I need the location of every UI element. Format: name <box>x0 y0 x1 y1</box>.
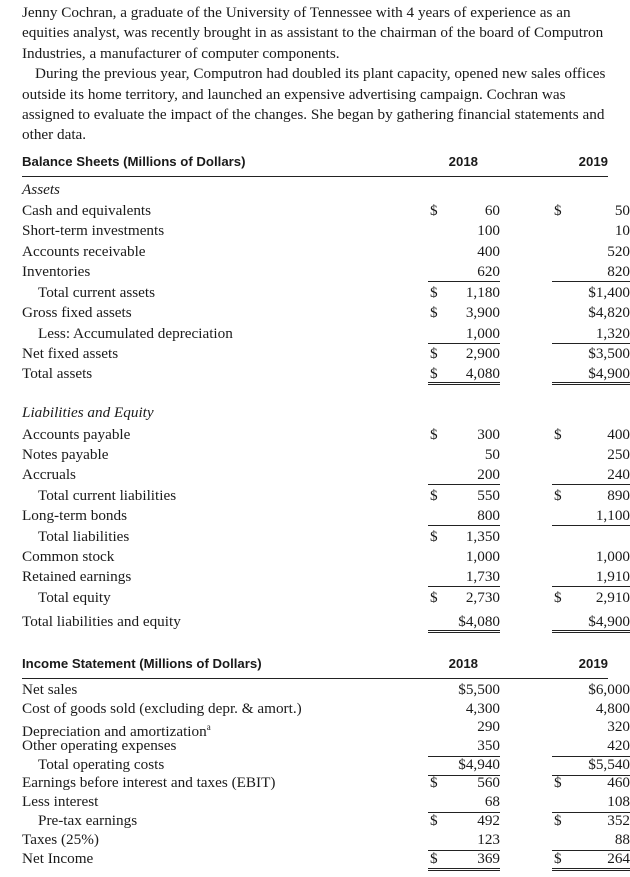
table-row <box>22 506 630 526</box>
table-row <box>22 201 630 221</box>
value-2018: 1,000 <box>465 548 500 565</box>
row-label: Less interest <box>22 793 99 810</box>
currency-symbol: $ <box>554 487 562 504</box>
currency-symbol: $ <box>554 850 562 867</box>
row-label: Total operating costs <box>38 756 165 773</box>
value-2019: 50 <box>614 202 630 219</box>
row-label: Pre-tax earnings <box>38 812 138 829</box>
table-row <box>22 812 630 831</box>
row-label: Total current liabilities <box>38 487 177 504</box>
table-row <box>22 681 630 700</box>
value-2018: 1,000 <box>465 325 500 342</box>
currency-symbol: $ <box>430 812 438 829</box>
value-2019: 890 <box>607 487 630 504</box>
balance-sheet-year-2018: 2018 <box>448 154 478 169</box>
currency-symbol: $ <box>430 774 438 791</box>
value-2019: 1,000 <box>595 548 630 565</box>
value-2019: $5,540 <box>588 756 630 773</box>
currency-symbol: $ <box>554 812 562 829</box>
row-label: Inventories <box>22 263 91 280</box>
row-label: Total current assets <box>38 284 156 301</box>
table-row <box>22 850 630 869</box>
value-2018: 492 <box>477 812 500 829</box>
value-2018: 1,350 <box>465 528 500 545</box>
row-label: Earnings before interest and taxes (EBIT) <box>22 774 276 791</box>
row-label: Gross fixed assets <box>22 304 132 321</box>
currency-symbol: $ <box>430 365 438 382</box>
row-label: Retained earnings <box>22 568 132 585</box>
table-row <box>22 283 630 303</box>
liabilities-heading: Liabilities and Equity <box>22 404 154 421</box>
table-row <box>22 774 630 793</box>
value-2018: 620 <box>477 263 500 280</box>
value-2019: $6,000 <box>588 681 630 698</box>
value-2018: 4,300 <box>465 700 500 717</box>
value-2019: 420 <box>607 737 630 754</box>
table-row <box>22 588 630 608</box>
row-label: Accounts payable <box>22 426 131 443</box>
value-2019: $4,900 <box>588 365 630 382</box>
row-label: Common stock <box>22 548 115 565</box>
row-label: Short-term investments <box>22 222 165 239</box>
value-2019: 320 <box>607 718 630 735</box>
row-label: Taxes (25%) <box>22 831 99 848</box>
table-row <box>22 737 630 756</box>
row-label: Net fixed assets <box>22 345 119 362</box>
value-2018: 2,730 <box>465 589 500 606</box>
income-statement-year-2018: 2018 <box>448 656 478 671</box>
row-label: Net sales <box>22 681 78 698</box>
value-2019: 88 <box>614 831 630 848</box>
value-2018: 400 <box>477 243 500 260</box>
table-row <box>22 364 630 384</box>
value-2019: 240 <box>607 466 630 483</box>
value-2018: 123 <box>477 831 500 848</box>
table-row <box>22 756 630 775</box>
table-row <box>22 465 630 485</box>
currency-symbol: $ <box>554 774 562 791</box>
value-2018: 550 <box>477 487 500 504</box>
intro-paragraph-1: Jenny Cochran, a graduate of the University of Tennessee with 4 years of experience as an equities analyst, was recently brought in as assistant to the chairman of the board of Computron Industries, a manufacturer of computer components. <box>22 4 604 62</box>
value-2018: 3,900 <box>465 304 500 321</box>
value-2019: $4,820 <box>588 304 630 321</box>
value-2019: 1,100 <box>595 507 630 524</box>
table-row <box>22 793 630 812</box>
value-2019: 1,910 <box>595 568 630 585</box>
row-label: Net Income <box>22 850 94 867</box>
currency-symbol: $ <box>554 426 562 443</box>
currency-symbol: $ <box>430 426 438 443</box>
value-2019: $4,900 <box>588 613 630 630</box>
currency-symbol: $ <box>430 304 438 321</box>
currency-symbol: $ <box>430 528 438 545</box>
value-2018: 800 <box>477 507 500 524</box>
income-statement-title: Income Statement (Millions of Dollars) <box>22 656 262 671</box>
value-2018: 300 <box>477 426 500 443</box>
currency-symbol: $ <box>554 202 562 219</box>
row-label: Total equity <box>38 589 111 606</box>
row-label: Other operating expenses <box>22 737 177 754</box>
value-2018: 68 <box>484 793 500 810</box>
value-2018: 350 <box>477 737 500 754</box>
row-label: Cost of goods sold (excluding depr. & amort.) <box>22 700 302 717</box>
row-label: Less: Accumulated depreciation <box>38 325 233 342</box>
value-2019: 352 <box>607 812 630 829</box>
currency-symbol: $ <box>430 284 438 301</box>
value-2019: $1,400 <box>588 284 630 301</box>
table-row <box>22 303 630 323</box>
table-row <box>22 547 630 567</box>
balance-sheet-header <box>22 154 608 177</box>
currency-symbol: $ <box>430 345 438 362</box>
value-2019: 520 <box>607 243 630 260</box>
table-row <box>22 221 630 241</box>
value-2018: 4,080 <box>465 365 500 382</box>
value-2018: 1,730 <box>465 568 500 585</box>
value-2019: 820 <box>607 263 630 280</box>
balance-sheet-year-2019: 2019 <box>578 154 608 169</box>
value-2018: $4,080 <box>458 613 500 630</box>
row-label: Accruals <box>22 466 76 483</box>
value-2018: 100 <box>477 222 500 239</box>
balance-sheet-title: Balance Sheets (Millions of Dollars) <box>22 154 246 169</box>
value-2018: 2,900 <box>465 345 500 362</box>
value-2018: 60 <box>484 202 500 219</box>
intro-paragraph-2: During the previous year, Computron had doubled its plant capacity, opened new sales offices outside its home territory, and launched an expensive advertising campaign. Cochran was assigned to evaluate the impact of the changes. She began by gathering financial statements and other data. <box>22 65 606 144</box>
value-2018: 290 <box>477 718 500 735</box>
income-statement-year-2019: 2019 <box>578 656 608 671</box>
footnote-marker: a <box>206 722 211 732</box>
value-2018: 50 <box>484 446 500 463</box>
table-row <box>22 445 630 465</box>
currency-symbol: $ <box>430 850 438 867</box>
value-2019: 460 <box>607 774 630 791</box>
value-2018: 369 <box>477 850 500 867</box>
intro-text <box>22 3 618 146</box>
currency-symbol: $ <box>430 589 438 606</box>
table-row <box>22 262 630 282</box>
table-row <box>22 527 608 547</box>
table-row <box>22 612 630 632</box>
currency-symbol: $ <box>554 589 562 606</box>
row-label: Total liabilities <box>38 528 130 545</box>
row-label: Notes payable <box>22 446 109 463</box>
value-2019: 264 <box>607 850 630 867</box>
table-row <box>22 718 630 741</box>
value-2019: 10 <box>614 222 630 239</box>
value-2018: $5,500 <box>458 681 500 698</box>
value-2018: 1,180 <box>465 284 500 301</box>
value-2019: 2,910 <box>595 589 630 606</box>
value-2019: 400 <box>607 426 630 443</box>
value-2019: 1,320 <box>595 325 630 342</box>
value-2019: $3,500 <box>588 345 630 362</box>
currency-symbol: $ <box>430 202 438 219</box>
assets-heading-row <box>22 180 608 200</box>
table-row <box>22 486 630 506</box>
table-row <box>22 425 630 445</box>
currency-symbol: $ <box>430 487 438 504</box>
table-row <box>22 324 630 344</box>
table-row <box>22 700 630 719</box>
row-label: Accounts receivable <box>22 243 146 260</box>
row-label: Long-term bonds <box>22 507 128 524</box>
table-row <box>22 567 630 587</box>
row-label: Total liabilities and equity <box>22 613 181 630</box>
value-2018: 200 <box>477 466 500 483</box>
liabilities-heading-row <box>22 403 608 423</box>
value-2019: 108 <box>607 793 630 810</box>
row-label: Total assets <box>22 365 93 382</box>
value-2018: 560 <box>477 774 500 791</box>
assets-heading: Assets <box>22 181 60 198</box>
row-label-text: Depreciation and amortization <box>22 723 207 741</box>
table-row <box>22 831 630 850</box>
table-row <box>22 344 630 364</box>
value-2018: $4,940 <box>458 756 500 773</box>
row-label: Cash and equivalents <box>22 202 152 219</box>
value-2019: 4,800 <box>595 700 630 717</box>
table-row <box>22 242 630 262</box>
value-2019: 250 <box>607 446 630 463</box>
income-statement-header <box>22 656 608 679</box>
